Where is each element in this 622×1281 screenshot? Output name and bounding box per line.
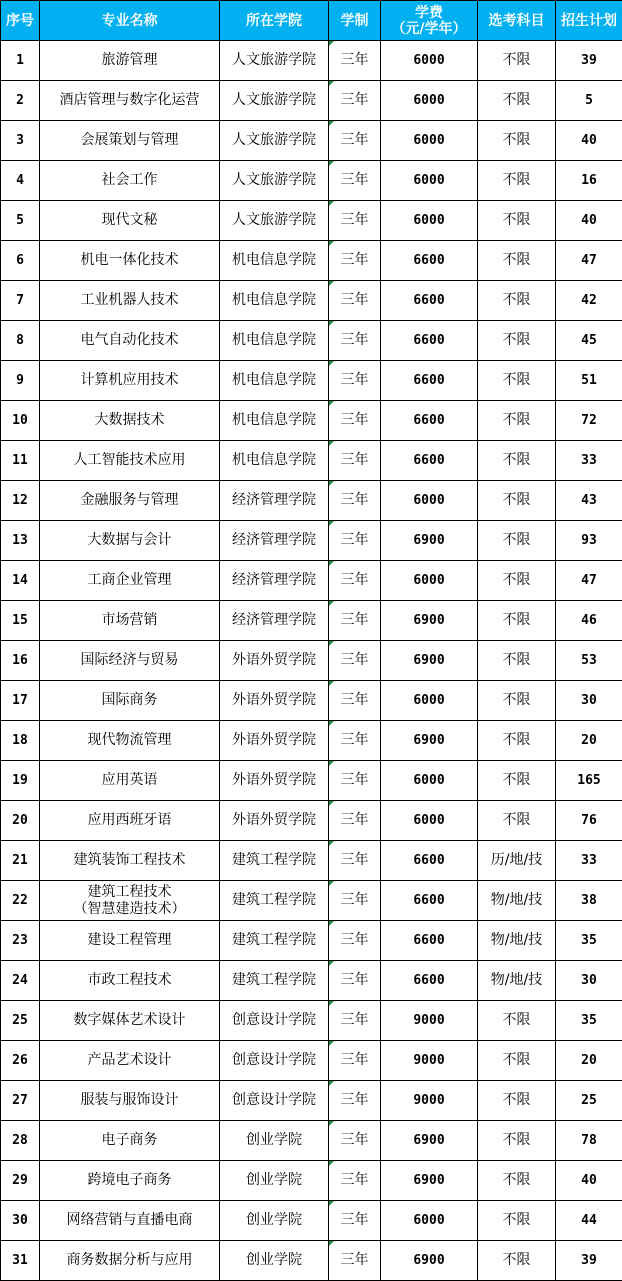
cell-fee: 9000 <box>381 1041 478 1081</box>
table-row <box>1 561 622 601</box>
cell-duration: 三年 <box>329 41 381 81</box>
cell-index: 11 <box>1 441 40 481</box>
cell-college: 经济管理学院 <box>220 481 329 521</box>
table-row <box>1 921 622 961</box>
cell-index: 24 <box>1 961 40 1001</box>
cell-index: 5 <box>1 201 40 241</box>
table-row <box>1 1161 622 1201</box>
table-row <box>1 521 622 561</box>
cell-index: 31 <box>1 1241 40 1281</box>
cell-quota: 93 <box>556 521 622 561</box>
cell-college: 人文旅游学院 <box>220 121 329 161</box>
cell-college: 建筑工程学院 <box>220 881 329 921</box>
table-row <box>1 1041 622 1081</box>
cell-college: 机电信息学院 <box>220 321 329 361</box>
cell-index: 19 <box>1 761 40 801</box>
cell-subjects: 不限 <box>478 121 556 161</box>
cell-college: 建筑工程学院 <box>220 961 329 1001</box>
cell-college: 人文旅游学院 <box>220 41 329 81</box>
header-fee <box>381 1 478 41</box>
cell-college: 人文旅游学院 <box>220 81 329 121</box>
cell-major: 跨境电子商务 <box>40 1161 220 1201</box>
cell-college: 创意设计学院 <box>220 1041 329 1081</box>
cell-index: 18 <box>1 721 40 761</box>
table-row <box>1 841 622 881</box>
cell-quota: 165 <box>556 761 622 801</box>
cell-major: 工商企业管理 <box>40 561 220 601</box>
cell-duration: 三年 <box>329 1001 381 1041</box>
cell-college: 机电信息学院 <box>220 281 329 321</box>
table-row <box>1 761 622 801</box>
cell-major: 应用英语 <box>40 761 220 801</box>
cell-major: 电子商务 <box>40 1121 220 1161</box>
cell-major: 工业机器人技术 <box>40 281 220 321</box>
cell-fee: 6900 <box>381 601 478 641</box>
cell-college: 创意设计学院 <box>220 1001 329 1041</box>
cell-college: 建筑工程学院 <box>220 921 329 961</box>
cell-major: 商务数据分析与应用 <box>40 1241 220 1281</box>
cell-quota: 25 <box>556 1081 622 1121</box>
cell-college: 创业学院 <box>220 1201 329 1241</box>
cell-quota: 51 <box>556 361 622 401</box>
cell-major: 市政工程技术 <box>40 961 220 1001</box>
table-row <box>1 641 622 681</box>
cell-subjects: 不限 <box>478 1041 556 1081</box>
cell-fee: 6900 <box>381 721 478 761</box>
cell-fee: 6000 <box>381 201 478 241</box>
header-subjects: 选考科目 <box>478 1 556 41</box>
cell-quota: 33 <box>556 841 622 881</box>
table-row <box>1 801 622 841</box>
table-row <box>1 1121 622 1161</box>
cell-quota: 47 <box>556 241 622 281</box>
cell-subjects: 不限 <box>478 241 556 281</box>
cell-quota: 44 <box>556 1201 622 1241</box>
cell-college: 人文旅游学院 <box>220 161 329 201</box>
table-row <box>1 681 622 721</box>
cell-subjects: 不限 <box>478 41 556 81</box>
table-row <box>1 401 622 441</box>
table-row <box>1 601 622 641</box>
header-duration: 学制 <box>329 1 381 41</box>
cell-duration: 三年 <box>329 761 381 801</box>
cell-major: 服装与服饰设计 <box>40 1081 220 1121</box>
cell-duration: 三年 <box>329 801 381 841</box>
table-row <box>1 721 622 761</box>
cell-subjects: 不限 <box>478 1121 556 1161</box>
cell-subjects: 不限 <box>478 641 556 681</box>
cell-fee: 6000 <box>381 81 478 121</box>
cell-duration: 三年 <box>329 881 381 921</box>
cell-index: 8 <box>1 321 40 361</box>
cell-fee: 6600 <box>381 841 478 881</box>
cell-major-line1: 建筑工程技术 <box>87 883 172 900</box>
cell-quota: 30 <box>556 681 622 721</box>
cell-duration: 三年 <box>329 481 381 521</box>
cell-quota: 16 <box>556 161 622 201</box>
cell-subjects: 不限 <box>478 281 556 321</box>
cell-subjects: 不限 <box>478 201 556 241</box>
table-row <box>1 1241 622 1281</box>
cell-index: 30 <box>1 1201 40 1241</box>
table-row <box>1 961 622 1001</box>
cell-major: 数字媒体艺术设计 <box>40 1001 220 1041</box>
cell-major: 市场营销 <box>40 601 220 641</box>
cell-subjects: 不限 <box>478 161 556 201</box>
cell-quota: 35 <box>556 921 622 961</box>
cell-major: 现代物流管理 <box>40 721 220 761</box>
cell-subjects: 物/地/技 <box>478 921 556 961</box>
cell-duration: 三年 <box>329 841 381 881</box>
cell-duration: 三年 <box>329 1201 381 1241</box>
cell-fee: 6900 <box>381 1121 478 1161</box>
cell-fee: 6900 <box>381 1241 478 1281</box>
cell-duration: 三年 <box>329 1161 381 1201</box>
cell-index: 1 <box>1 41 40 81</box>
cell-subjects: 不限 <box>478 1201 556 1241</box>
cell-quota: 40 <box>556 121 622 161</box>
cell-major <box>40 881 220 921</box>
cell-college: 外语外贸学院 <box>220 681 329 721</box>
cell-index: 2 <box>1 81 40 121</box>
cell-quota: 40 <box>556 201 622 241</box>
cell-college: 创意设计学院 <box>220 1081 329 1121</box>
cell-index: 21 <box>1 841 40 881</box>
cell-major: 大数据技术 <box>40 401 220 441</box>
cell-major: 建筑装饰工程技术 <box>40 841 220 881</box>
cell-quota: 43 <box>556 481 622 521</box>
cell-index: 23 <box>1 921 40 961</box>
cell-major: 电气自动化技术 <box>40 321 220 361</box>
cell-duration: 三年 <box>329 161 381 201</box>
cell-quota: 5 <box>556 81 622 121</box>
cell-major: 旅游管理 <box>40 41 220 81</box>
cell-index: 25 <box>1 1001 40 1041</box>
cell-index: 15 <box>1 601 40 641</box>
cell-quota: 76 <box>556 801 622 841</box>
cell-duration: 三年 <box>329 281 381 321</box>
cell-major: 人工智能技术应用 <box>40 441 220 481</box>
cell-quota: 45 <box>556 321 622 361</box>
cell-fee: 6600 <box>381 241 478 281</box>
cell-duration: 三年 <box>329 1121 381 1161</box>
cell-index: 3 <box>1 121 40 161</box>
cell-fee: 6600 <box>381 441 478 481</box>
cell-index: 27 <box>1 1081 40 1121</box>
cell-fee: 9000 <box>381 1001 478 1041</box>
cell-major: 国际经济与贸易 <box>40 641 220 681</box>
table-row <box>1 361 622 401</box>
cell-fee: 6600 <box>381 361 478 401</box>
cell-index: 7 <box>1 281 40 321</box>
cell-subjects: 物/地/技 <box>478 961 556 1001</box>
cell-subjects: 不限 <box>478 761 556 801</box>
cell-subjects: 不限 <box>478 601 556 641</box>
cell-index: 29 <box>1 1161 40 1201</box>
cell-college: 创业学院 <box>220 1161 329 1201</box>
table-row <box>1 241 622 281</box>
table-row <box>1 81 622 121</box>
cell-major: 酒店管理与数字化运营 <box>40 81 220 121</box>
cell-subjects: 不限 <box>478 81 556 121</box>
cell-college: 经济管理学院 <box>220 561 329 601</box>
cell-major: 大数据与会计 <box>40 521 220 561</box>
cell-subjects: 不限 <box>478 321 556 361</box>
cell-duration: 三年 <box>329 321 381 361</box>
cell-fee: 6000 <box>381 561 478 601</box>
cell-index: 13 <box>1 521 40 561</box>
header-fee-line2: （元/学年） <box>391 20 467 37</box>
cell-quota: 35 <box>556 1001 622 1041</box>
cell-fee: 6600 <box>381 401 478 441</box>
cell-index: 4 <box>1 161 40 201</box>
cell-index: 12 <box>1 481 40 521</box>
cell-subjects: 不限 <box>478 441 556 481</box>
cell-major: 金融服务与管理 <box>40 481 220 521</box>
table-row <box>1 121 622 161</box>
cell-quota: 78 <box>556 1121 622 1161</box>
cell-major-line2: （智慧建造技术） <box>73 900 186 917</box>
cell-quota: 38 <box>556 881 622 921</box>
cell-duration: 三年 <box>329 961 381 1001</box>
cell-subjects: 不限 <box>478 481 556 521</box>
cell-fee: 6900 <box>381 641 478 681</box>
cell-quota: 53 <box>556 641 622 681</box>
cell-index: 6 <box>1 241 40 281</box>
cell-quota: 42 <box>556 281 622 321</box>
cell-fee: 6600 <box>381 321 478 361</box>
cell-quota: 33 <box>556 441 622 481</box>
cell-fee: 6000 <box>381 801 478 841</box>
cell-duration: 三年 <box>329 441 381 481</box>
table-row <box>1 281 622 321</box>
cell-fee: 6600 <box>381 281 478 321</box>
header-row <box>1 1 622 41</box>
cell-college: 外语外贸学院 <box>220 761 329 801</box>
cell-index: 14 <box>1 561 40 601</box>
cell-duration: 三年 <box>329 921 381 961</box>
cell-major: 会展策划与管理 <box>40 121 220 161</box>
cell-index: 26 <box>1 1041 40 1081</box>
cell-duration: 三年 <box>329 201 381 241</box>
cell-index: 28 <box>1 1121 40 1161</box>
header-college: 所在学院 <box>220 1 329 41</box>
cell-fee: 6600 <box>381 961 478 1001</box>
table-row <box>1 441 622 481</box>
cell-duration: 三年 <box>329 681 381 721</box>
cell-quota: 20 <box>556 721 622 761</box>
cell-duration: 三年 <box>329 721 381 761</box>
cell-major: 国际商务 <box>40 681 220 721</box>
cell-major: 社会工作 <box>40 161 220 201</box>
cell-index: 9 <box>1 361 40 401</box>
cell-index: 16 <box>1 641 40 681</box>
cell-quota: 46 <box>556 601 622 641</box>
cell-fee: 9000 <box>381 1081 478 1121</box>
cell-college: 外语外贸学院 <box>220 801 329 841</box>
cell-quota: 47 <box>556 561 622 601</box>
header-index: 序号 <box>1 1 40 41</box>
table-row <box>1 1081 622 1121</box>
cell-subjects: 不限 <box>478 361 556 401</box>
cell-college: 建筑工程学院 <box>220 841 329 881</box>
cell-major: 机电一体化技术 <box>40 241 220 281</box>
cell-major: 产品艺术设计 <box>40 1041 220 1081</box>
cell-subjects: 不限 <box>478 801 556 841</box>
cell-fee: 6000 <box>381 41 478 81</box>
table-row <box>1 41 622 81</box>
cell-major: 现代文秘 <box>40 201 220 241</box>
cell-fee: 6000 <box>381 121 478 161</box>
table-row <box>1 481 622 521</box>
cell-major: 建设工程管理 <box>40 921 220 961</box>
cell-duration: 三年 <box>329 1081 381 1121</box>
cell-college: 创业学院 <box>220 1241 329 1281</box>
cell-index: 20 <box>1 801 40 841</box>
table-row <box>1 1001 622 1041</box>
cell-duration: 三年 <box>329 561 381 601</box>
header-major: 专业名称 <box>40 1 220 41</box>
cell-duration: 三年 <box>329 641 381 681</box>
cell-duration: 三年 <box>329 121 381 161</box>
table-row <box>1 161 622 201</box>
cell-fee: 6600 <box>381 881 478 921</box>
cell-college: 人文旅游学院 <box>220 201 329 241</box>
cell-duration: 三年 <box>329 241 381 281</box>
cell-quota: 20 <box>556 1041 622 1081</box>
cell-quota: 72 <box>556 401 622 441</box>
cell-college: 机电信息学院 <box>220 441 329 481</box>
cell-fee: 6000 <box>381 761 478 801</box>
cell-duration: 三年 <box>329 1041 381 1081</box>
cell-duration: 三年 <box>329 521 381 561</box>
cell-subjects: 不限 <box>478 1161 556 1201</box>
cell-subjects: 不限 <box>478 1001 556 1041</box>
cell-subjects: 历/地/技 <box>478 841 556 881</box>
cell-fee: 6900 <box>381 521 478 561</box>
table-row <box>1 1201 622 1241</box>
cell-fee: 6900 <box>381 1161 478 1201</box>
cell-fee: 6000 <box>381 681 478 721</box>
cell-fee: 6000 <box>381 1201 478 1241</box>
cell-college: 机电信息学院 <box>220 401 329 441</box>
cell-index: 17 <box>1 681 40 721</box>
table-row <box>1 201 622 241</box>
cell-subjects: 不限 <box>478 561 556 601</box>
cell-quota: 40 <box>556 1161 622 1201</box>
cell-index: 22 <box>1 881 40 921</box>
cell-subjects: 不限 <box>478 721 556 761</box>
cell-college: 经济管理学院 <box>220 521 329 561</box>
table-row <box>1 881 622 921</box>
cell-duration: 三年 <box>329 401 381 441</box>
cell-college: 外语外贸学院 <box>220 641 329 681</box>
cell-quota: 39 <box>556 1241 622 1281</box>
cell-major: 网络营销与直播电商 <box>40 1201 220 1241</box>
cell-duration: 三年 <box>329 1241 381 1281</box>
header-quota: 招生计划 <box>556 1 622 41</box>
cell-subjects: 不限 <box>478 1081 556 1121</box>
cell-subjects: 不限 <box>478 401 556 441</box>
cell-college: 外语外贸学院 <box>220 721 329 761</box>
cell-college: 机电信息学院 <box>220 241 329 281</box>
cell-duration: 三年 <box>329 361 381 401</box>
cell-subjects: 不限 <box>478 1241 556 1281</box>
cell-major: 应用西班牙语 <box>40 801 220 841</box>
cell-college: 机电信息学院 <box>220 361 329 401</box>
cell-fee: 6000 <box>381 161 478 201</box>
cell-duration: 三年 <box>329 601 381 641</box>
table-row <box>1 321 622 361</box>
cell-quota: 39 <box>556 41 622 81</box>
cell-subjects: 不限 <box>478 521 556 561</box>
header-fee-line1: 学费 <box>415 4 443 21</box>
cell-fee: 6000 <box>381 481 478 521</box>
cell-duration: 三年 <box>329 81 381 121</box>
cell-college: 经济管理学院 <box>220 601 329 641</box>
cell-college: 创业学院 <box>220 1121 329 1161</box>
cell-quota: 30 <box>556 961 622 1001</box>
cell-index: 10 <box>1 401 40 441</box>
cell-subjects: 物/地/技 <box>478 881 556 921</box>
cell-subjects: 不限 <box>478 681 556 721</box>
cell-fee: 6600 <box>381 921 478 961</box>
cell-major: 计算机应用技术 <box>40 361 220 401</box>
